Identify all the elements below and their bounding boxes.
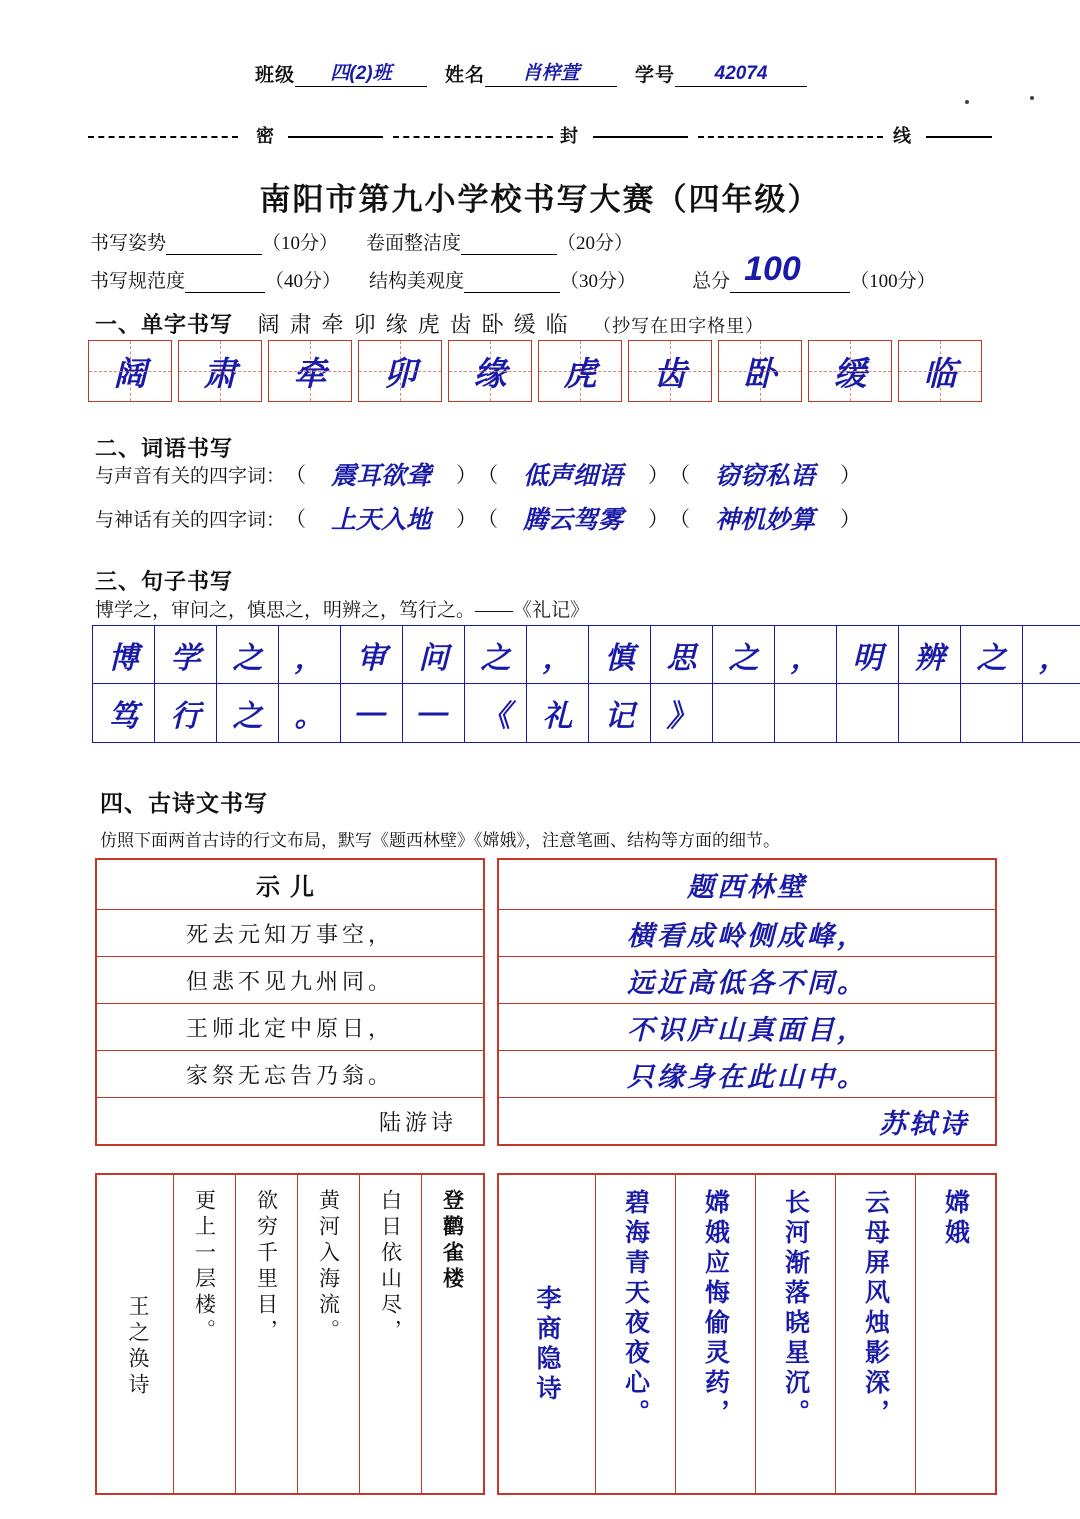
sentence-cell[interactable] xyxy=(775,684,837,742)
section-1-title: 一、单字书写 xyxy=(95,312,234,337)
written-poem-author[interactable]: 苏轼诗 xyxy=(879,1108,969,1139)
seal-char-3: 线 xyxy=(893,126,911,146)
single-char-grid xyxy=(88,340,982,402)
page-title: 南阳市第九小学校书写大赛（四年级） xyxy=(259,182,821,217)
name-label: 姓名 xyxy=(445,65,486,86)
scan-artifact-dot xyxy=(1030,96,1034,100)
total-score-value: 100 xyxy=(744,250,801,288)
tianzige-cell[interactable] xyxy=(628,340,712,402)
section-4-instruction: 仿照下面两首古诗的行文布局，默写《题西林壁》《嫦娥》，注意笔画、结构等方面的细节。 xyxy=(100,831,780,850)
word-row-sound: 与声音有关的四字词： （ 震耳欲聋 ） （ 低声细语 ） （ 窃窃私语 ） xyxy=(95,455,995,493)
score-points-standard: （40分） xyxy=(265,271,342,292)
sentence-cell[interactable]: 之 xyxy=(961,626,1023,684)
section-1-heading xyxy=(95,308,764,339)
sample-poem-line: 王师北定中原日， xyxy=(97,1004,483,1051)
tianzige-answer: 阔 xyxy=(113,354,147,392)
sentence-cell[interactable]: 明 xyxy=(837,626,899,684)
section-4-heading: 四、古诗文书写 xyxy=(100,791,268,816)
written-poem-line[interactable]: 横看成岭侧成峰， xyxy=(499,910,995,957)
sample-vertical-line: 白日依山尽， xyxy=(378,1189,403,1345)
sample-vertical-author: 王之涣诗 xyxy=(126,1295,150,1399)
sentence-cell[interactable] xyxy=(837,684,899,742)
sentence-cell[interactable]: 》 xyxy=(651,684,713,742)
word-row-myth: 与神话有关的四字词： （ 上天入地 ） （ 腾云驾雾 ） （ 神机妙算 ） xyxy=(95,499,995,537)
sentence-cell[interactable]: 之 xyxy=(713,626,775,684)
sample-poem-title: 示儿 xyxy=(97,860,483,910)
written-poem-line[interactable]: 远近高低各不同。 xyxy=(499,957,995,1004)
section-3-heading: 三、句子书写 xyxy=(95,569,234,594)
sentence-cell[interactable]: 问 xyxy=(403,626,465,684)
sample-vertical-title: 登鹳雀楼 xyxy=(440,1189,465,1293)
word-answer[interactable]: 上天入地 xyxy=(331,506,432,534)
tianzige-cell[interactable] xyxy=(538,340,622,402)
sentence-cell[interactable]: ， xyxy=(527,626,589,684)
written-vertical-line[interactable]: 嫦娥应悔偷灵药， xyxy=(701,1189,730,1429)
tianzige-answer: 临 xyxy=(923,354,957,392)
word-row-label: 与声音有关的四字词： xyxy=(95,465,286,487)
tianzige-answer: 卯 xyxy=(383,354,417,392)
section-1-note: （抄写在田字格里） xyxy=(593,316,765,336)
tianzige-cell[interactable] xyxy=(178,340,262,402)
sample-poem-line: 家祭无忘告乃翁。 xyxy=(97,1051,483,1098)
seal-char-1: 密 xyxy=(256,126,274,146)
sentence-cell[interactable] xyxy=(713,684,775,742)
score-blank-neatness[interactable] xyxy=(461,234,557,255)
tianzige-answer: 齿 xyxy=(653,354,687,392)
sentence-cell[interactable]: 博 xyxy=(93,626,155,684)
written-poem-line[interactable]: 只缘身在此山中。 xyxy=(499,1051,995,1098)
sample-vertical-poem-box xyxy=(95,1173,485,1495)
word-answer[interactable]: 震耳欲聋 xyxy=(331,462,432,490)
section-2-heading: 二、词语书写 xyxy=(95,436,234,461)
score-label-total: 总分 xyxy=(692,271,731,292)
sample-vertical-line: 欲穷千里目， xyxy=(254,1189,279,1345)
sentence-cell[interactable]: 笃 xyxy=(93,684,155,742)
class-value[interactable]: 四(2)班 xyxy=(295,58,427,87)
score-row-2 xyxy=(90,250,990,293)
sentence-cell[interactable]: 礼 xyxy=(527,684,589,742)
student-id-value[interactable]: 42074 xyxy=(675,63,807,87)
student-id-label: 学号 xyxy=(635,65,676,86)
sentence-cell[interactable]: 思 xyxy=(651,626,713,684)
tianzige-cell[interactable] xyxy=(448,340,532,402)
word-row-label: 与神话有关的四字词： xyxy=(95,509,286,531)
sentence-cell[interactable]: 记 xyxy=(589,684,651,742)
tianzige-cell[interactable] xyxy=(358,340,442,402)
name-value[interactable]: 肖梓萱 xyxy=(485,58,617,87)
score-label-standard: 书写规范度 xyxy=(90,271,186,292)
written-vertical-title[interactable]: 嫦娥 xyxy=(941,1189,970,1249)
tianzige-cell[interactable] xyxy=(268,340,352,402)
word-answer[interactable]: 窃窃私语 xyxy=(715,462,816,490)
written-vertical-line[interactable]: 碧海青天夜夜心。 xyxy=(621,1189,650,1429)
student-info-header xyxy=(255,58,845,87)
tianzige-cell[interactable] xyxy=(898,340,982,402)
written-poem-title[interactable]: 题西林壁 xyxy=(499,860,995,910)
sentence-cell[interactable]: 学 xyxy=(155,626,217,684)
score-points-total: （100分） xyxy=(850,271,936,292)
sentence-cell[interactable]: 。 xyxy=(279,684,341,742)
written-vertical-line[interactable]: 云母屏风烛影深， xyxy=(861,1189,890,1429)
score-label-neatness: 卷面整洁度 xyxy=(366,233,462,254)
sentence-grid-row xyxy=(93,626,1080,684)
section-1-chars: 阔肃牵卯缘虎齿卧缓临 xyxy=(257,312,578,337)
tianzige-answer: 卧 xyxy=(743,354,777,392)
score-blank-posture[interactable] xyxy=(166,234,262,255)
written-poem-line[interactable]: 不识庐山真面目， xyxy=(499,1004,995,1051)
sentence-cell[interactable]: ， xyxy=(775,626,837,684)
sentence-cell[interactable] xyxy=(1023,684,1080,742)
section-2-body xyxy=(95,455,995,543)
tianzige-answer: 虎 xyxy=(563,354,597,392)
tianzige-cell[interactable] xyxy=(88,340,172,402)
score-points-structure: （30分） xyxy=(560,271,637,292)
seal-line xyxy=(88,122,992,150)
sentence-grid-row xyxy=(93,684,1080,742)
word-answer[interactable]: 腾云驾雾 xyxy=(523,506,624,534)
sentence-cell[interactable]: — xyxy=(403,684,465,742)
sentence-cell[interactable]: ， xyxy=(279,626,341,684)
sentence-cell[interactable]: 辨 xyxy=(899,626,961,684)
sentence-grid xyxy=(92,625,1080,743)
section-3-prompt: 博学之，审问之，慎思之，明辨之，笃行之。——《礼记》 xyxy=(95,600,590,621)
score-label-posture: 书写姿势 xyxy=(90,233,167,254)
seal-char-2: 封 xyxy=(560,126,578,146)
sentence-cell[interactable]: — xyxy=(341,684,403,742)
sentence-cell[interactable]: 审 xyxy=(341,626,403,684)
sample-vertical-line: 黄河入海流。 xyxy=(316,1189,341,1345)
tianzige-cell[interactable] xyxy=(718,340,802,402)
written-poem-box[interactable] xyxy=(497,858,997,1146)
score-points-neatness: （20分） xyxy=(557,233,634,254)
score-blank-standard[interactable] xyxy=(185,272,265,293)
sentence-cell[interactable]: 之 xyxy=(217,684,279,742)
sample-poem-box xyxy=(95,858,485,1146)
score-row-1 xyxy=(90,228,990,255)
sentence-cell[interactable]: 之 xyxy=(465,626,527,684)
word-answer[interactable]: 低声细语 xyxy=(523,462,624,490)
tianzige-answer: 缓 xyxy=(833,354,867,392)
written-vertical-author[interactable]: 李商隐诗 xyxy=(533,1285,561,1405)
sentence-cell[interactable] xyxy=(899,684,961,742)
class-label: 班级 xyxy=(255,65,296,86)
sentence-cell[interactable]: ， xyxy=(1023,626,1080,684)
sample-poem-author: 陆游诗 xyxy=(378,1109,457,1135)
score-label-structure: 结构美观度 xyxy=(369,271,465,292)
sentence-cell[interactable]: 之 xyxy=(217,626,279,684)
tianzige-answer: 肃 xyxy=(203,354,237,392)
written-vertical-line[interactable]: 长河渐落晓星沉。 xyxy=(781,1189,810,1429)
score-section xyxy=(90,228,990,304)
sample-poem-line: 但悲不见九州同。 xyxy=(97,957,483,1004)
tianzige-cell[interactable] xyxy=(808,340,892,402)
sentence-cell[interactable] xyxy=(961,684,1023,742)
written-vertical-poem-box[interactable] xyxy=(497,1173,997,1495)
sentence-cell[interactable]: 《 xyxy=(465,684,527,742)
score-points-posture: （10分） xyxy=(262,233,339,254)
score-blank-total[interactable] xyxy=(730,250,850,293)
word-answer[interactable]: 神机妙算 xyxy=(715,506,816,534)
sample-vertical-line: 更上一层楼。 xyxy=(192,1189,217,1345)
sample-poem-line: 死去元知万事空， xyxy=(97,910,483,957)
sentence-cell[interactable]: 行 xyxy=(155,684,217,742)
sentence-cell[interactable]: 慎 xyxy=(589,626,651,684)
score-blank-structure[interactable] xyxy=(464,272,560,293)
tianzige-answer: 缘 xyxy=(473,354,507,392)
tianzige-answer: 牵 xyxy=(293,354,327,392)
scan-artifact-dot xyxy=(965,100,969,104)
